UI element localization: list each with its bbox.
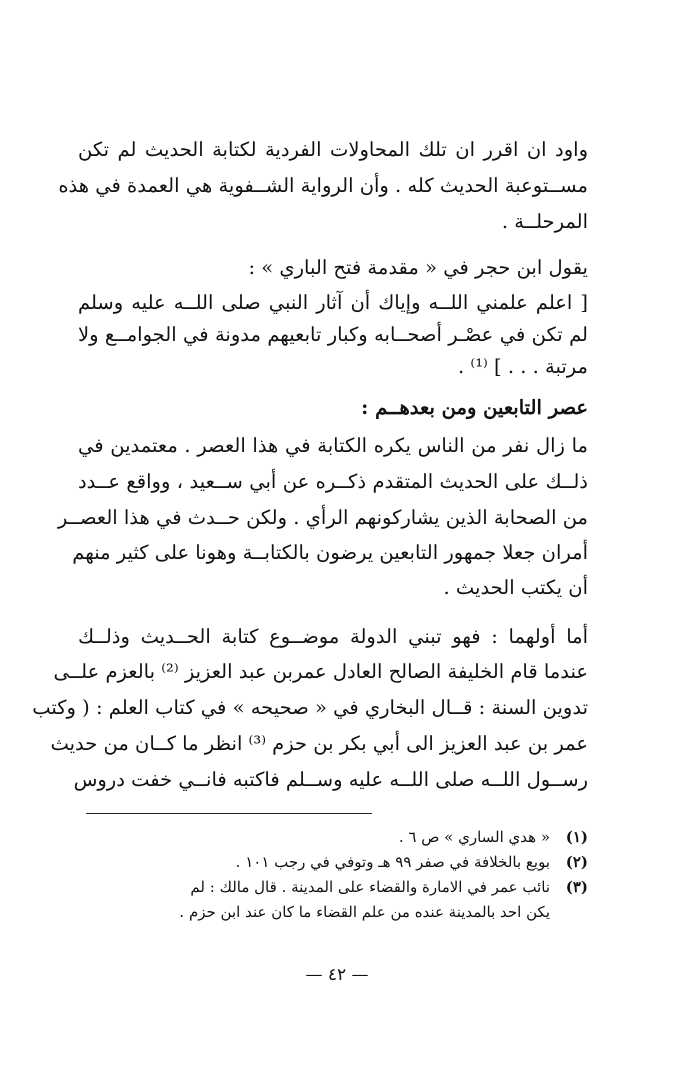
body-line: أمران جعلا جمهور التابعين يرضون بالكتابــة وهونا على كثير منهم xyxy=(72,541,588,564)
body-line: المرحلــة . xyxy=(501,210,588,233)
quote-line: [ اعلم علمني اللــه وإياك أن آثار النبي صلى اللــه عليه وسلم xyxy=(78,291,588,314)
body-line: رســول اللــه صلى اللــه عليه وســلم فاكتبه فانــي خفت دروس xyxy=(73,768,588,791)
body-line: من الصحابة الذين يشاركونهم الرأي . ولكن حــدث في هذا العصــر xyxy=(57,506,588,529)
footnote-separator xyxy=(86,813,372,814)
body-line: عمر بن عبد العزيز الى أبي بكر بن حزم ⁽³⁾ انظر ما كــان من حديث xyxy=(50,732,588,755)
body-line: ما زال نفر من الناس يكره الكتابة في هذا العصر . معتمدين في xyxy=(78,434,588,457)
footnote-number: (٣) xyxy=(565,878,588,896)
footnote-continuation: يكن احد بالمدينة عنده من علم القضاء ما كان عند ابن حزم . xyxy=(179,903,550,921)
page-number: — ٤٢ — xyxy=(305,965,369,985)
body-line: أن يكتب الحديث . xyxy=(443,576,588,599)
footnote-text: نائب عمر في الامارة والقضاء على المدينة . قال مالك : لم xyxy=(190,878,550,896)
footnote xyxy=(78,826,588,848)
footnote xyxy=(78,876,588,898)
footnote-number: (١) xyxy=(565,828,588,846)
footnote-text: « هدي الساري » ص ٦ . xyxy=(398,828,550,846)
body-line: ذلــك على الحديث المتقدم ذكــره عن أبي ســعيد ، وواقع عــدد xyxy=(78,470,588,493)
body-line: واود ان اقرر ان تلك المحاولات الفردية لكتابة الحديث لم تكن xyxy=(78,138,588,161)
quote-line: مرتبة . . . ] ⁽¹⁾ . xyxy=(458,355,588,378)
body-line: تدوين السنة : قــال البخاري في « صحيحه » في كتاب العلم : ( وكتب xyxy=(32,696,588,719)
body-line: أما أولهما : فهو تبني الدولة موضــوع كتابة الحــديث وذلــك xyxy=(78,625,588,648)
quote-intro: يقول ابن حجر في « مقدمة فتح الباري » : xyxy=(248,256,588,279)
footnote-text: بويع بالخلافة في صفر ٩٩ هـ وتوفي في رجب ١٠١ . xyxy=(235,853,550,871)
quote-line: لم تكن في عصْـر أصحــابه وكبار تابعيهم مدونة في الجوامــع ولا xyxy=(78,323,588,346)
footnote xyxy=(78,851,588,873)
footnote-number: (٢) xyxy=(565,853,588,871)
body-line: عندما قام الخليفة الصالح العادل عمربن عبد العزيز ⁽²⁾ بالعزم علــى xyxy=(53,660,588,683)
body-line: مســتوعبة الحديث كله . وأن الرواية الشــفوية هي العمدة في هذه xyxy=(58,174,588,197)
section-heading: عصر التابعين ومن بعدهــم : xyxy=(361,396,588,419)
